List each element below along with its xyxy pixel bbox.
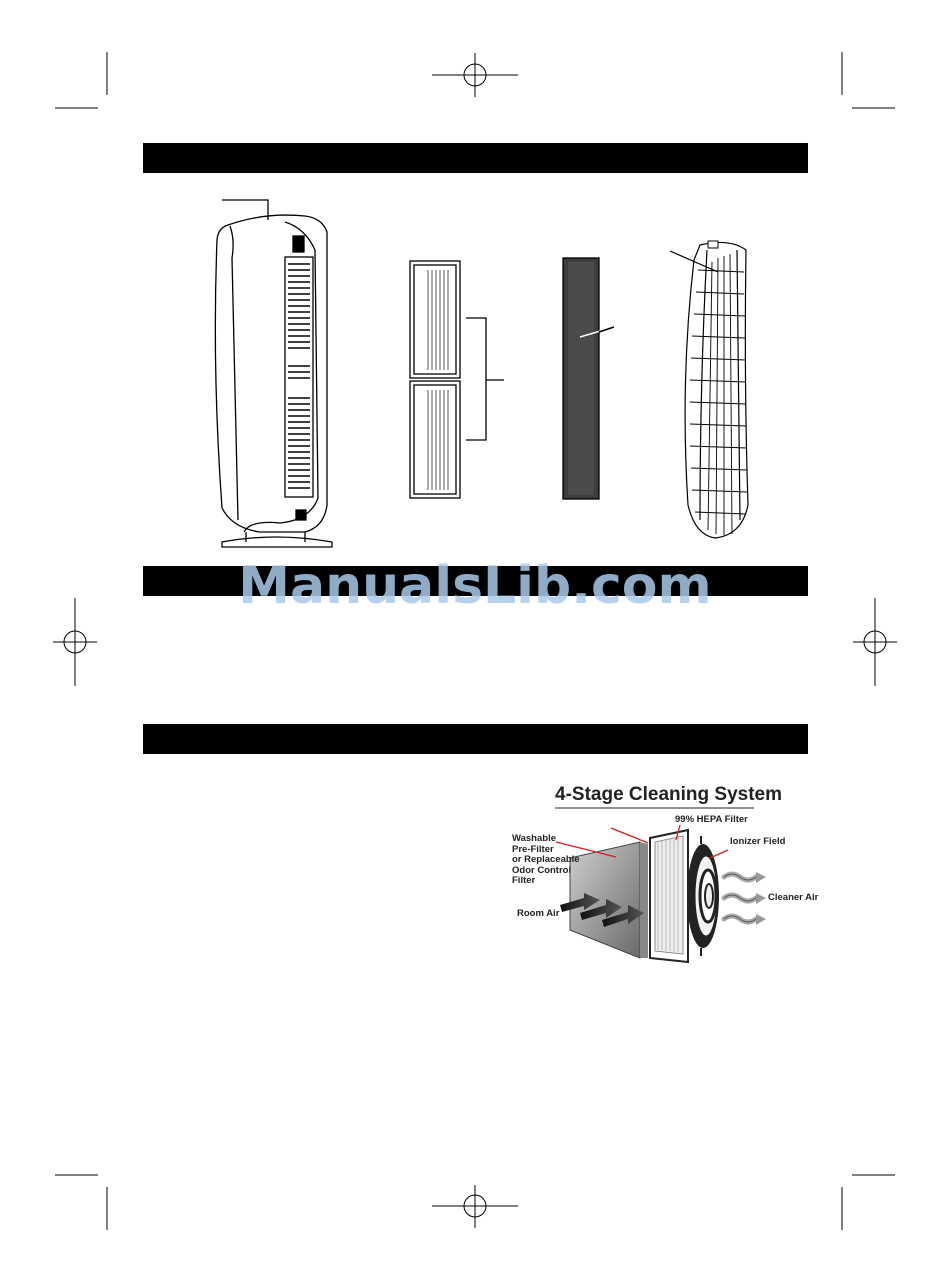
ionizer-label: Ionizer Field [730,836,786,847]
room-air-label: Room Air [517,908,560,919]
prefilter-label [512,834,580,887]
hepa-label: 99% HEPA Filter [675,814,748,825]
prefilter-label-line: Odor Control [512,864,572,876]
watermark: ManualsLib.com [238,556,712,616]
diagram-title: 4-Stage Cleaning System [555,784,783,805]
cleaner-air-label: Cleaner Air [768,892,819,903]
prefilter-label-line: Pre-Filter [512,843,554,855]
prefilter-label-line: or Replaceable [512,854,580,865]
prefilter-label-line: Filter [512,875,536,886]
prefilter-label-line: Washable [512,833,556,844]
